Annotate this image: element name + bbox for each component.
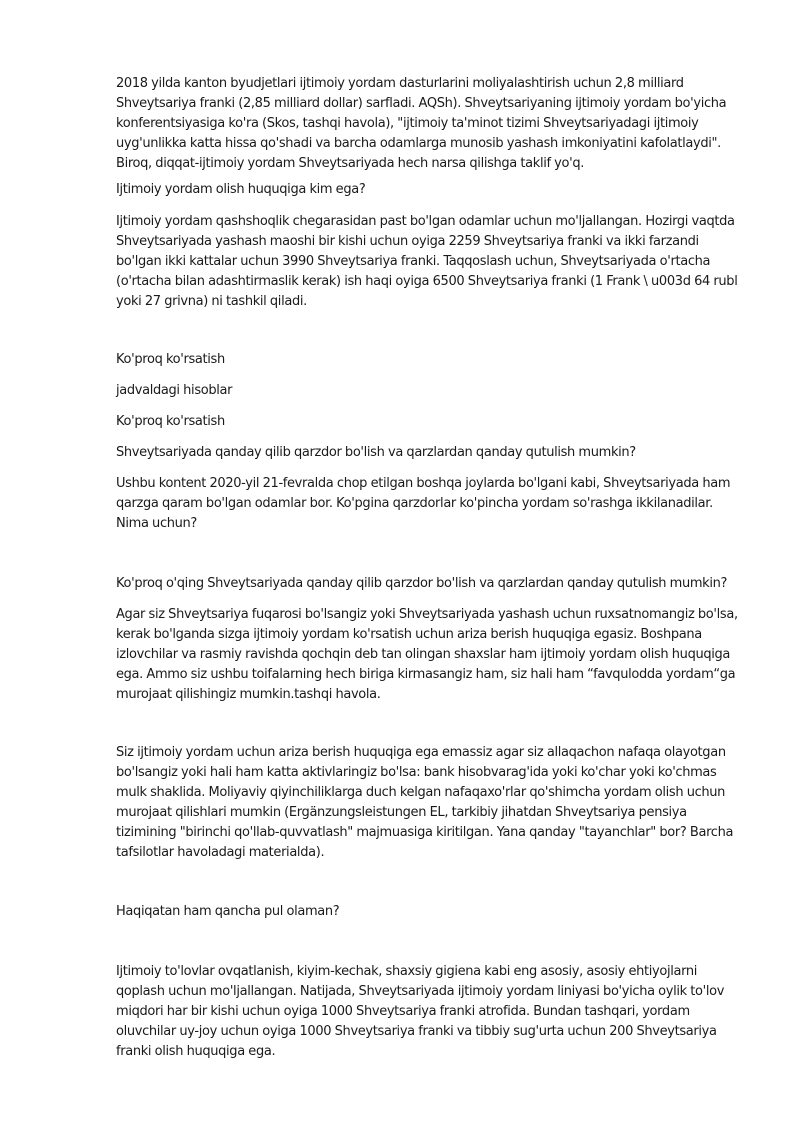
eligibility-heading: Ijtimoiy yordam olish huquqiga kim ega? [116, 182, 366, 197]
table-calculations-label: jadvaldagi hisoblar [116, 383, 233, 398]
show-more-link-2[interactable]: Ko'proq ko'rsatish [116, 414, 225, 429]
amount-heading: Haqiqatan ham qancha pul olaman? [116, 904, 340, 919]
ineligibility-paragraph: Siz ijtimoiy yordam uchun ariza berish huquqiga ega emassiz agar siz allaqachon nafaqa olayotgan bo'lsangiz yoki hali ham katta aktivlaringiz bo'lsa: bank hisobvarag'ida yoki ko'char yoki ko'chmas mulk shaklida. Moliyaviy qiyinchiliklarga duch kelgan nafaqaxo'rlar qo'shimcha yordam olish uchun murojaat qilishlari mumkin (Ergänzungsleistungen EL, tarkibiy jihatdan Shveytsariya pensiya tizimining "birinchi qo'llab-quvvatlash" majmuasiga kiritilgan. Yana qanday "tayanchlar" bor? Barcha tafsilotlar havoladagi materialda). [116, 745, 734, 860]
read-more-link[interactable]: Ko'proq o'qing Shveytsariyada qanday qilib qarzdor bo'lish va qarzlardan qanday qutulish mumkin? [116, 576, 728, 591]
debt-heading: Shveytsariyada qanday qilib qarzdor bo'lish va qarzlardan qanday qutulish mumkin? [116, 445, 636, 460]
show-more-link[interactable]: Ko'proq ko'rsatish [116, 352, 225, 367]
debt-paragraph: Ushbu kontent 2020-yil 21-fevralda chop etilgan boshqa joylarda bo'lgani kabi, Shveytsariyada ham qarzga qaram bo'lgan odamlar bor. Ko'pgina qarzdorlar ko'pincha yordam so'rashga ikkilanadilar. Nima uchun? [116, 476, 731, 531]
intro-paragraph: 2018 yilda kanton byudjetlari ijtimoiy yordam dasturlarini moliyalashtirish uchun 2,8 milliard Shveytsariya franki (2,85 milliard dollar) sarfladi. AQSh). Shveytsariyaning ijtimoiy yordam bo'yicha konferentsiyasiga ko'ra (Skos, tashqi havola), "ijtimoiy ta'minot tizimi Shveytsariyadagi ijtimoiy uyg'unlikka katta hissa qo'shadi va barcha odamlarga munosib yashash imkoniyatini kafolatlaydi". Biroq, diqqat-ijtimoiy yordam Shveytsariyada hech narsa qilishga taklif yo'q. [116, 76, 727, 171]
rights-paragraph: Agar siz Shveytsariya fuqarosi bo'lsangiz yoki Shveytsariyada yashash uchun ruxsatnomangiz bo'lsa, kerak bo'lganda sizga ijtimoiy yordam ko'rsatish uchun ariza berish huquqiga egasiz. Boshpana izlovchilar va rasmiy ravishda qochqin deb tan olingan shaxslar ham ijtimoiy yordam olish huquqiga ega. Ammo siz ushbu toifalarning hech biriga kirmasangiz ham, siz hali ham “favqulodda yordam“ga murojaat qilishingiz mumkin.tashqi havola. [116, 607, 738, 702]
payments-paragraph: Ijtimoiy to'lovlar ovqatlanish, kiyim-kechak, shaxsiy gigiena kabi eng asosiy, asosiy ehtiyojlarni qoplash uchun mo'ljallangan. Natijada, Shveytsariyada ijtimoiy yordam liniyasi bo'yicha oylik to'lov miqdori har bir kishi uchun oyiga 1000 Shveytsariya franki atrofida. Bundan tashqari, yordam oluvchilar uy-joy uchun oyiga 1000 Shveytsariya franki va tibbiy sug'urta uchun 200 Shveytsariya franki olish huquqiga ega. [116, 964, 725, 1059]
eligibility-paragraph: Ijtimoiy yordam qashshoqlik chegarasidan past bo'lgan odamlar uchun mo'ljallangan. Hozirgi vaqtda Shveytsariyada yashash maoshi bir kishi uchun oyiga 2259 Shveytsariya franki va ikki farzandi bo'lgan ikki kattalar uchun 3990 Shveytsariya franki. Taqqoslash uchun, Shveytsariyada o'rtacha (o'rtacha bilan adashtirmaslik kerak) ish haqi oyiga 6500 Shveytsariya franki (1 Frank \ u003d 64 rubl yoki 27 grivna) ni tashkil qiladi. [116, 214, 738, 309]
